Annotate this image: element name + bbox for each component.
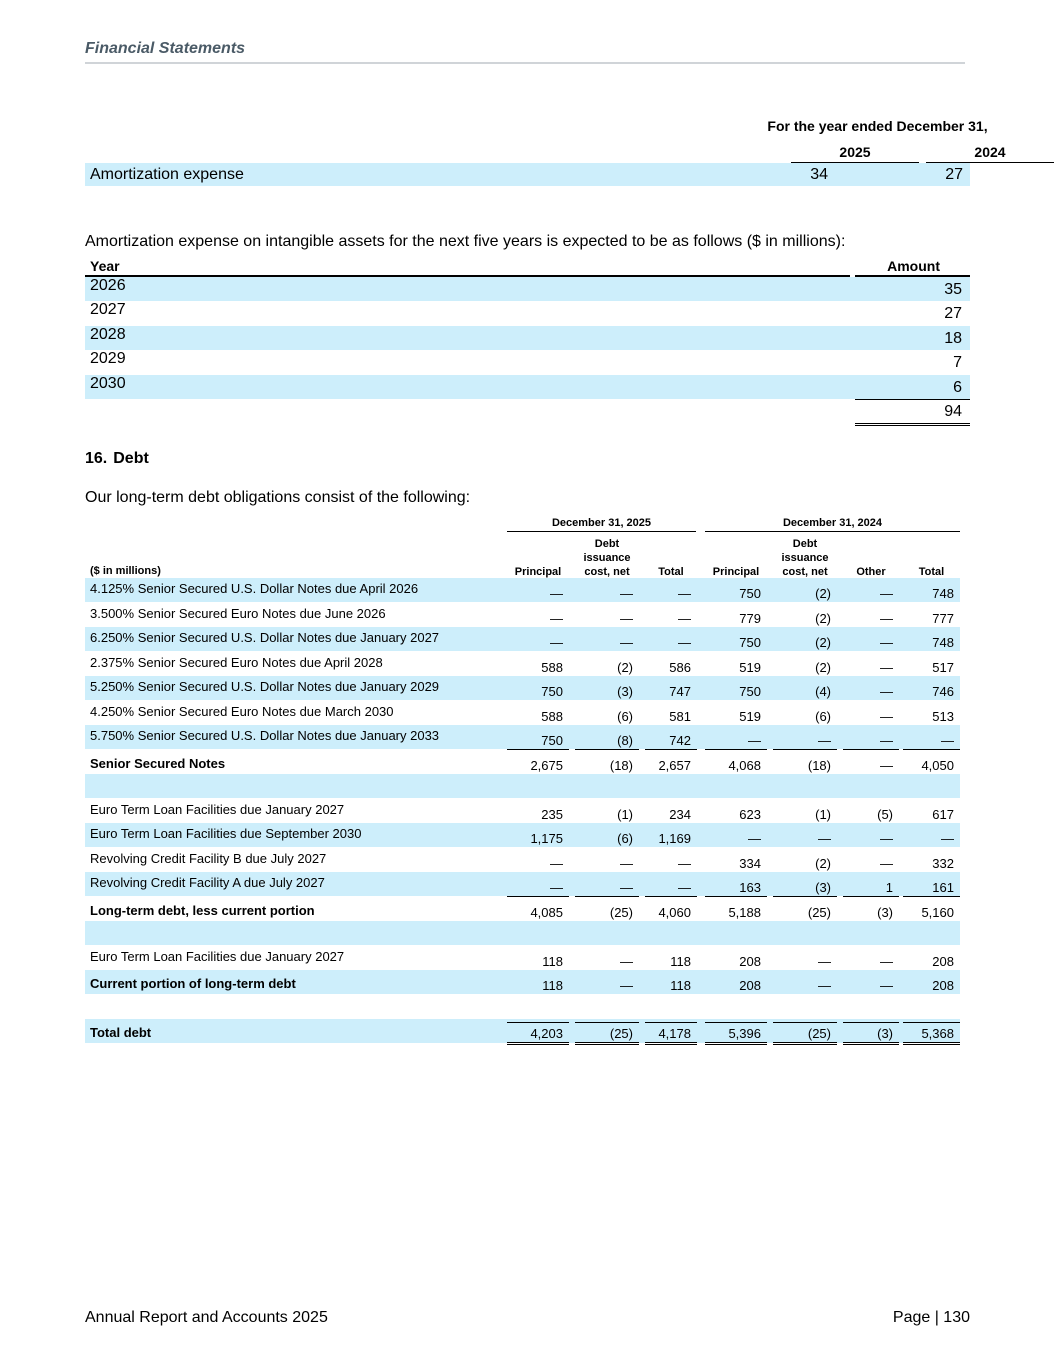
table-cell: 1,169 [658,831,691,846]
table-cell: 750 [739,684,761,699]
table-cell: 4,060 [658,905,691,920]
row-label: 4.125% Senior Secured U.S. Dollar Notes due April 2026 [90,581,419,596]
row-label: Senior Secured Notes [90,756,226,771]
col-debt-issuance-2024 [773,537,837,579]
table-row [85,701,960,725]
table-row [85,823,960,847]
table-row [85,872,960,896]
row-label: 3.500% Senior Secured Euro Notes due June 2026 [90,606,386,621]
table-cell: 5,188 [728,905,761,920]
col-label-line: Debt [594,538,620,550]
table-cell: 581 [669,709,691,724]
table-cell: — [575,880,639,897]
table-cell: 5,396 [705,1022,767,1045]
footer-page-number: Page | 130 [892,1309,970,1326]
table-row [85,326,970,350]
table-cell: 4,178 [645,1022,697,1045]
table-cell: 747 [669,684,691,699]
table-cell: 779 [739,611,761,626]
table-row [85,163,970,186]
table-cell: 235 [541,807,563,822]
table-cell: — [880,660,893,675]
table-cell: (1) [815,807,831,822]
table-cell: — [550,635,563,650]
value-2024: 27 [945,166,963,183]
table-row [85,627,960,651]
table-cell: 1 [843,880,899,897]
table-cell: (8) [575,733,639,750]
section-number: 16. [85,450,108,467]
table-cell: 208 [903,954,960,971]
table-row [85,799,960,823]
table-cell: 750 [739,635,761,650]
table-cell: 2,657 [658,758,691,773]
table-cell: — [620,635,633,650]
table-row [85,277,970,301]
table-row [85,578,960,602]
table-cell: 750 [507,733,569,750]
group-header-2025: December 31, 2025 [507,517,696,532]
table-cell: 2,675 [530,758,563,773]
section-heading [85,450,149,468]
table-row [85,897,960,921]
table-cell: 208 [705,954,767,971]
table-cell: 588 [541,709,563,724]
row-amount: 6 [953,379,962,396]
table-cell: — [620,586,633,601]
col-label-line: Debt [792,538,818,550]
table-cell: — [575,856,639,873]
value-2025: 34 [810,166,828,183]
row-label: Current portion of long-term debt [90,976,296,991]
spacer-row [85,774,960,798]
table-cell: (25) [807,905,831,920]
table-cell: 4,068 [728,758,761,773]
table-cell: (6) [815,709,831,724]
row-label: 6.250% Senior Secured U.S. Dollar Notes due January 2027 [90,630,440,645]
table-cell: (3) [617,684,633,699]
schedule-intro: Amortization expense on intangible assets for the next five years is expected to be as follows ($ in millions): [85,233,846,250]
table-cell: — [575,954,639,971]
row-year: 2029 [90,350,126,367]
table-cell: — [880,586,893,601]
table-row [85,970,960,994]
table-cell: 208 [739,978,761,993]
table-cell: 513 [932,709,954,724]
row-label: Revolving Credit Facility A due July 2027 [90,875,325,890]
row-label: Euro Term Loan Facilities due January 2027 [90,802,345,817]
table-cell: 750 [739,586,761,601]
table-row [85,725,960,749]
table-cell: 334 [705,856,767,873]
table-cell: 332 [903,856,960,873]
schedule-total [855,399,970,426]
row-year: 2026 [90,277,126,294]
table-cell: 623 [739,807,761,822]
table-cell: 519 [739,660,761,675]
table-cell: — [678,635,691,650]
table-row [85,676,960,700]
table-cell: — [843,954,899,971]
table-cell: 746 [932,684,954,699]
table-cell: (3) [877,905,893,920]
table-cell: 4,050 [921,758,954,773]
spacer-row [85,995,960,1019]
table-cell: (25) [575,1022,639,1045]
table-cell: — [941,831,954,846]
table-cell: (18) [609,758,633,773]
year-header-2024: 2024 [926,144,1054,163]
table-cell: — [880,684,893,699]
group-header-2024: December 31, 2024 [705,517,960,532]
row-label: 2.375% Senior Secured Euro Notes due April 2028 [90,655,383,670]
table-cell: — [645,856,697,873]
table-cell: — [748,831,761,846]
row-amount: 27 [944,305,962,322]
table-cell: (4) [815,684,831,699]
table-cell: 208 [932,978,954,993]
table-cell: — [880,758,893,773]
table-cell: — [620,978,633,993]
row-amount: 18 [944,330,962,347]
row-label: Euro Term Loan Facilities due September 2030 [90,826,362,841]
units-label: ($ in millions) [90,565,161,577]
col-total-2025: Total [658,566,684,578]
table-cell: — [550,586,563,601]
table-cell: 748 [932,635,954,650]
table-cell: (5) [877,807,893,822]
debt-intro: Our long-term debt obligations consist of the following: [85,489,471,506]
table-cell: — [507,856,569,873]
table-row [85,301,970,325]
footer-report-name: Annual Report and Accounts 2025 [85,1309,328,1326]
row-label: Total debt [90,1025,152,1040]
table-cell: 750 [541,684,563,699]
spacer-row [85,921,960,945]
col-label-line: issuance [583,552,631,564]
col-principal-2024: Principal [712,566,760,578]
period-span-header: For the year ended December 31, [767,118,988,134]
table-row [85,848,960,872]
table-row [85,946,960,970]
col-amount-header: Amount [887,258,940,274]
table-cell: — [678,586,691,601]
row-label: Revolving Credit Facility B due July 2027 [90,851,327,866]
table-cell: — [818,978,831,993]
total-value: 94 [944,403,962,420]
row-amount: 7 [953,354,962,371]
table-cell: — [843,733,899,750]
table-cell: — [773,954,837,971]
table-cell: — [507,880,569,897]
row-amount: 35 [944,281,962,298]
col-debt-issuance-2025 [575,537,639,579]
row-label: Long-term debt, less current portion [90,903,315,918]
row-year: 2027 [90,301,126,318]
col-year-header: Year [90,258,120,274]
table-row [85,1019,960,1043]
table-cell: (25) [773,1022,837,1045]
row-label: 5.250% Senior Secured U.S. Dollar Notes due January 2029 [90,679,440,694]
table-cell: (1) [617,807,633,822]
table-row [85,350,970,374]
table-cell: (2) [815,611,831,626]
year-header-2025: 2025 [791,144,919,163]
table-cell: (18) [807,758,831,773]
table-cell: (3) [773,880,837,897]
table-cell: 118 [670,978,691,993]
table-row [85,750,960,774]
table-cell: — [903,733,960,750]
table-cell: 617 [932,807,954,822]
col-label-line: issuance [781,552,829,564]
table-cell: (25) [609,905,633,920]
table-cell: (6) [617,709,633,724]
table-cell: 234 [669,807,691,822]
table-cell: 586 [669,660,691,675]
table-cell: 118 [507,954,569,971]
section-title: Debt [113,450,149,467]
table-cell: 118 [645,954,697,971]
page-header [85,40,965,64]
row-label: Euro Term Loan Facilities due January 2027 [90,949,345,964]
table-cell: — [705,733,767,750]
table-cell: 742 [645,733,697,750]
table-cell: 748 [932,586,954,601]
table-cell: 519 [739,709,761,724]
table-cell: (6) [617,831,633,846]
table-cell: 118 [542,978,563,993]
table-cell: 161 [903,880,960,897]
table-cell: — [880,635,893,650]
table-cell: — [550,611,563,626]
table-cell: 163 [705,880,767,897]
header-title: Financial Statements [85,40,246,57]
col-label-line: cost, net [584,566,630,578]
table-row [85,603,960,627]
table-header-row [85,256,970,277]
row-label: 5.750% Senior Secured U.S. Dollar Notes due January 2033 [90,728,440,743]
table-cell: 1,175 [530,831,563,846]
table-cell: — [678,611,691,626]
row-label: 4.250% Senior Secured Euro Notes due March 2030 [90,704,394,719]
table-row [85,652,960,676]
table-cell: — [645,880,697,897]
table-cell: — [880,978,893,993]
row-year: 2028 [90,326,126,343]
table-row [85,375,970,399]
table-cell: (3) [843,1022,899,1045]
table-cell: 517 [932,660,954,675]
table-cell: (2) [815,586,831,601]
table-cell: — [843,856,899,873]
table-cell: — [620,611,633,626]
table-cell: 5,160 [921,905,954,920]
table-cell: 588 [541,660,563,675]
col-label-line: cost, net [782,566,828,578]
table-cell: (2) [815,660,831,675]
table-cell: (2) [815,635,831,650]
table-cell: 777 [932,611,954,626]
table-cell: — [773,733,837,750]
table-cell: (2) [773,856,837,873]
table-cell: 5,368 [903,1022,960,1045]
table-cell: 4,203 [507,1022,569,1045]
col-other-2024: Other [856,566,886,578]
table-cell: (2) [617,660,633,675]
table-cell: — [880,831,893,846]
table-cell: — [880,611,893,626]
col-total-2024: Total [918,566,945,578]
table-cell: 4,085 [530,905,563,920]
row-year: 2030 [90,375,126,392]
table-cell: — [880,709,893,724]
table-cell: — [818,831,831,846]
col-principal-2025: Principal [514,566,562,578]
row-label: Amortization expense [90,166,244,183]
